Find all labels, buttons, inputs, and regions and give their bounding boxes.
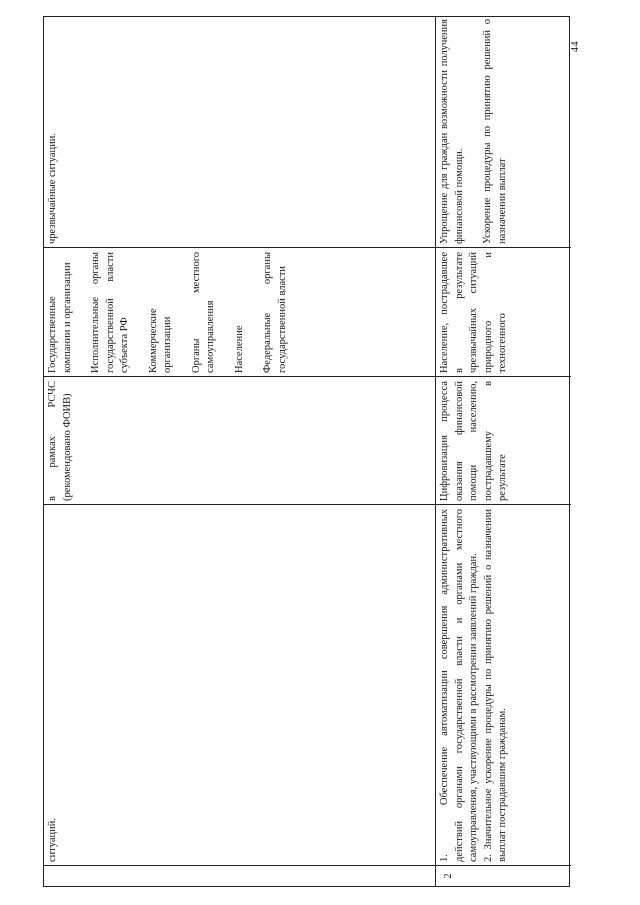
table-cell-number — [44, 866, 435, 886]
table-cell-effect — [44, 15, 435, 248]
measures-table — [43, 16, 570, 887]
participant-item: Органы местного самоуправления — [190, 252, 216, 373]
participant-item: Исполнительные органы государственной власти субъекта РФ — [90, 252, 130, 373]
participant-item: Федеральные органы государственной власти — [262, 252, 288, 373]
action-item-1-number: 1. — [439, 854, 450, 862]
participant-item: Государственные компании и организации — [47, 262, 73, 373]
technology-text: в рамках РСЧС (рекомендовано ФОИВ) — [47, 381, 73, 501]
participant-item: Население — [233, 325, 245, 373]
technology-text: Цифровизация процесса оказания финансовой помощи населению, пострадавшему в результате — [439, 381, 508, 501]
action-item-1 — [438, 509, 482, 862]
page-number: 44 — [570, 41, 581, 52]
table-cell-actions — [44, 505, 435, 866]
cell-text: ситуаций. — [47, 818, 58, 862]
row-number: 2 — [443, 873, 454, 879]
table-cell-technology — [436, 377, 571, 505]
participants-text: Население, пострадавшее в результате чрезвычайных ситуаций природного и техногенного — [439, 252, 508, 373]
effect-item-1: Упрощение для граждан возможности получения финансовой помощи. — [439, 19, 465, 244]
participant-item: Коммерческие организации — [147, 308, 173, 373]
effect-text: чрезвычайные ситуации. — [47, 133, 58, 244]
action-item-1-text: Обеспечение автоматизации совершения административных действий органами государственной власти и органами местного самоуправления, участвующими в рассмотрении заявлений граждан. — [439, 509, 479, 862]
table-row — [44, 17, 436, 886]
table-cell-participants — [436, 248, 571, 377]
table-cell-participants — [44, 248, 435, 377]
table-cell-effect — [436, 15, 571, 248]
table-cell-actions — [436, 505, 571, 866]
action-item-2: 2. Значительное ускорение процедуры по принятию решений о назначении выплат пострадавшим гражданам. — [482, 509, 508, 862]
effect-item-2: Ускорение процедуры по принятию решений о назначении выплат — [482, 19, 508, 244]
table-row — [436, 17, 571, 886]
table-cell-technology — [44, 377, 435, 505]
